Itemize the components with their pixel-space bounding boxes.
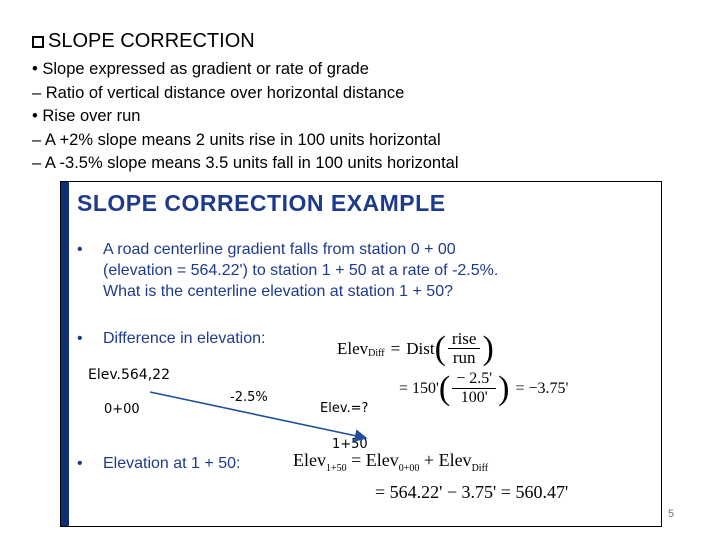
bullet-dot: • [77,241,83,258]
start-elevation-label: Elev.564,22 [88,367,170,383]
end-elevation-label: Elev.=? [320,401,369,416]
difference-label: Difference in elevation: [103,330,266,347]
bullet-item: – A -3.5% slope means 3.5 units fall in 100 units horizontal [32,154,459,172]
bullet-item: – Ratio of vertical distance over horizontal distance [32,83,405,102]
question-line: What is the centerline elevation at station 1 + 50? [103,283,453,300]
equation-result: = 564.22' − 3.75' = 560.47' [375,482,569,502]
equation-calculation: = 150' ( $\frac{- 2.5'}{100'}$ ) = −3.75' [399,369,569,407]
grade-label: -2.5% [230,390,268,405]
equation-difference: Elev Diff = Dist ( $\frac{\text{rise}}{\text{run}}$ ) [337,329,494,367]
equation-elevation: Elev$_{1+50}$ = Elev$_{0+00}$ + Elev$_{Diff}$ [293,450,489,474]
page-number: 5 [668,508,675,520]
slide-title: SLOPE CORRECTION [48,30,255,52]
bullet-item: • Rise over run [32,107,141,125]
example-title: SLOPE CORRECTION EXAMPLE [77,190,446,216]
bullet-item: – A +2% slope means 2 units rise in 100 units horizontal [32,130,441,149]
start-station-label: 0+00 [104,402,140,417]
bullet-dot: • [77,330,83,347]
question-line: (elevation = 564.22') to station 1 + 50 at a rate of -2.5%. [103,262,499,279]
bullet-item: • Slope expressed as gradient or rate of grade [32,60,369,78]
elevation-label: Elevation at 1 + 50: [103,455,241,472]
bullet-dot: • [77,455,83,472]
question-line: A road centerline gradient falls from station 0 + 00 [103,241,456,258]
end-station-label: 1+50 [332,437,368,452]
